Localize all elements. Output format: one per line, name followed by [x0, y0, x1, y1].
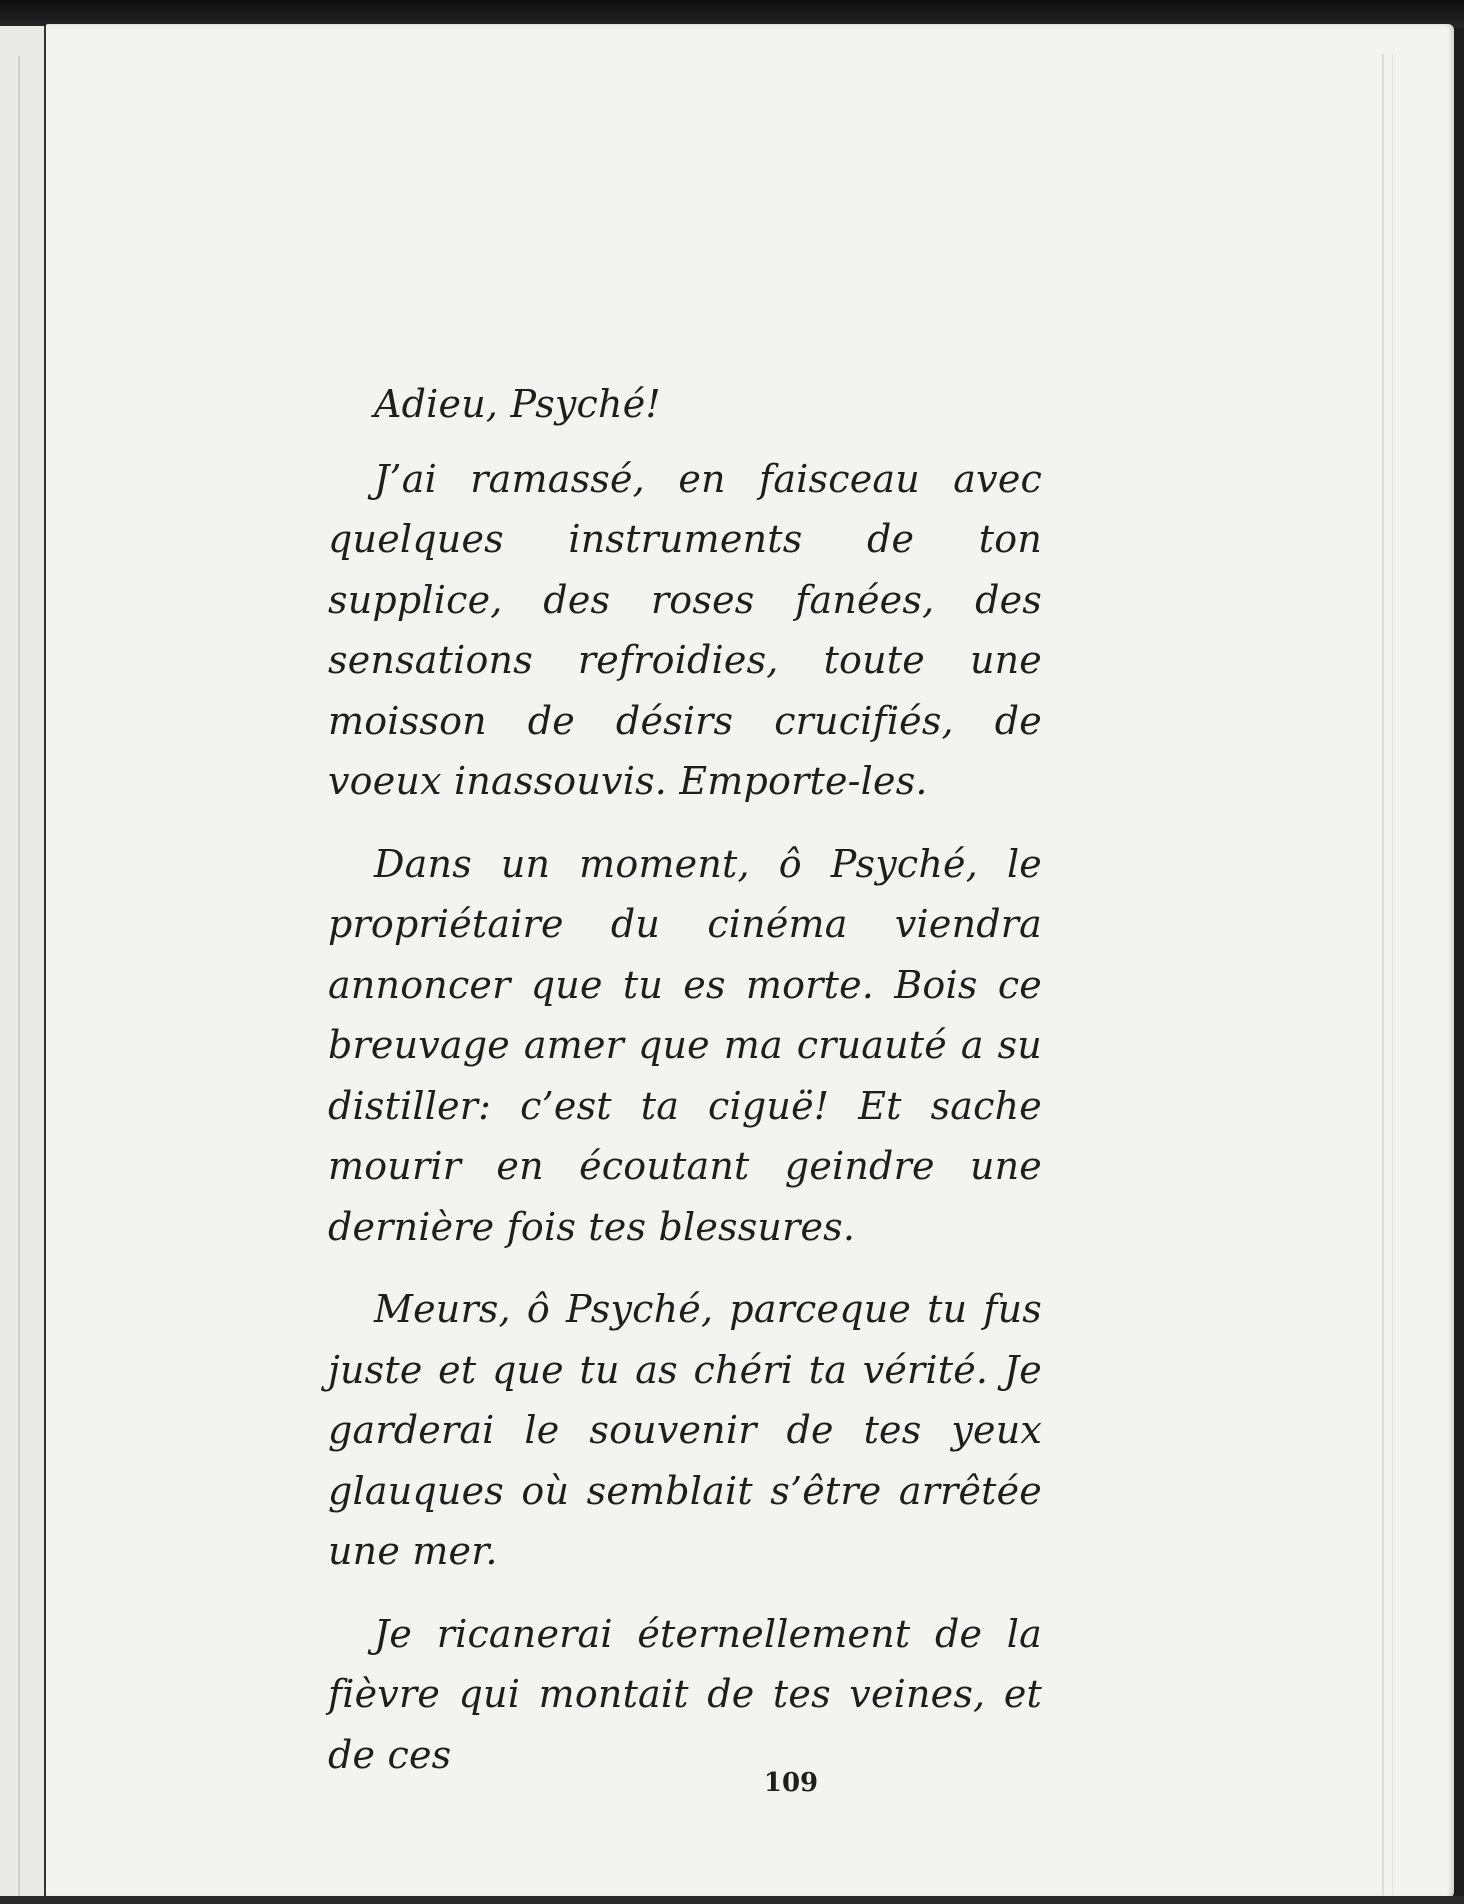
page-number: 109: [763, 1768, 819, 1798]
paragraph-faisceau: J’ai ramassé, en faisceau avec quelques instruments de ton supplice, des roses fanées, des sensations refroidies, toute une moisson de désirs crucifiés, de voeux inassouvis. Emporte-les.: [328, 456, 1042, 803]
scan-border-bottom: [0, 1896, 1464, 1904]
paragraph-adieu: Adieu, Psyché!: [374, 382, 661, 426]
paragraph-ricanerai: Je ricanerai éternellement de la fièvre qui montait de tes veines, et de ces: [328, 1611, 1042, 1777]
previous-page-fold-line: [18, 56, 20, 1904]
page-fold-line-secondary: [1392, 54, 1393, 1904]
book-page: [46, 24, 1454, 1898]
body-text: [328, 374, 1042, 1807]
page-fold-line: [1382, 54, 1384, 1904]
previous-page-edge: [0, 26, 48, 1896]
paragraph-meurs: Meurs, ô Psyché, parceque tu fus juste et que tu as chéri ta vérité. Je garderai le souvenir de tes yeux glauques où semblait s’être arrêtée une mer.: [328, 1287, 1042, 1573]
paragraph-cinema: Dans un moment, ô Psyché, le propriétaire du cinéma viendra annoncer que tu es morte. Bois ce breuvage amer que ma cruauté a su distiller: c’est ta ciguë! Et sache mourir en écoutant geindre une dernière fois tes blessures.: [328, 841, 1042, 1249]
